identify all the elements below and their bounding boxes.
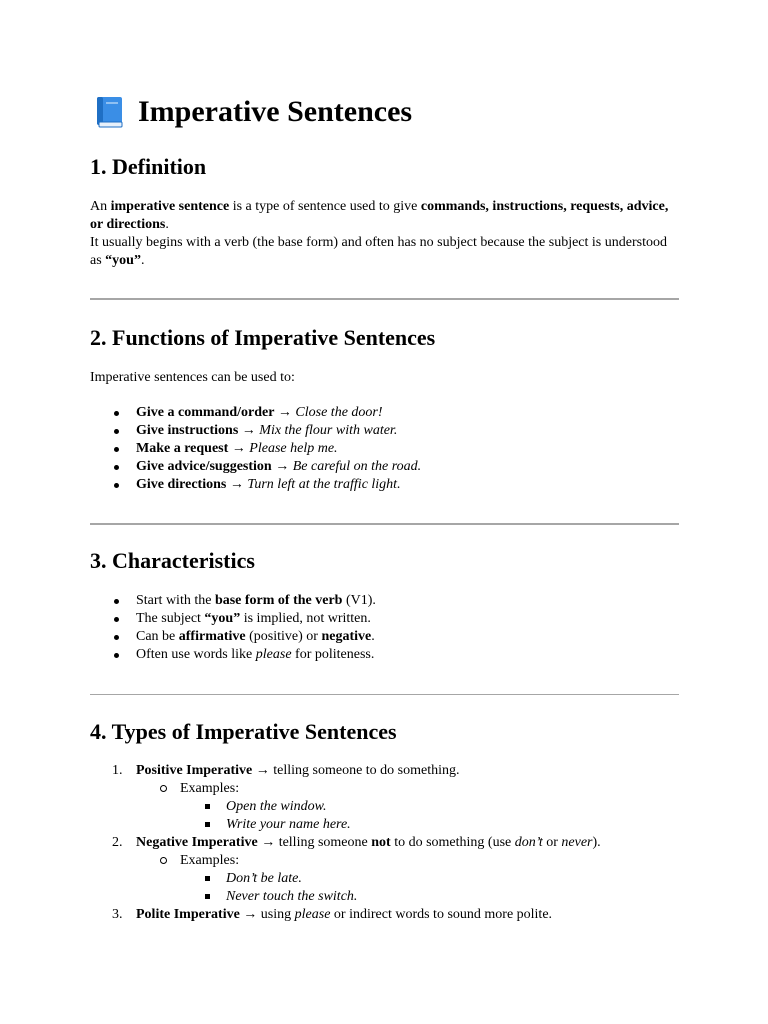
list-item: Give instructions → Mix the flour with water. bbox=[90, 422, 421, 440]
functions-list bbox=[90, 404, 421, 494]
section-heading-types: 4. Types of Imperative Sentences bbox=[90, 719, 397, 744]
bullet-icon bbox=[114, 465, 119, 470]
section-heading-definition: 1. Definition bbox=[90, 154, 207, 179]
page-title: Imperative Sentences bbox=[138, 95, 413, 128]
definition-paragraph-2: It usually begins with a verb (the base form) and often has no subject because the subject is understood as “you”. bbox=[90, 235, 667, 268]
blue-book-icon bbox=[94, 96, 124, 128]
section-divider bbox=[90, 298, 679, 300]
square-bullet-icon bbox=[205, 822, 210, 827]
title-row bbox=[94, 96, 412, 128]
section-divider bbox=[90, 523, 679, 525]
bullet-icon bbox=[114, 429, 119, 434]
list-item: The subject “you” is implied, not written. bbox=[90, 610, 376, 628]
list-item: Can be affirmative (positive) or negative. bbox=[90, 628, 376, 646]
list-item: Give directions → Turn left at the traffic light. bbox=[90, 476, 421, 494]
bullet-icon bbox=[114, 599, 119, 604]
bullet-icon bbox=[114, 483, 119, 488]
bullet-icon bbox=[114, 635, 119, 640]
list-item: Often use words like please for politeness. bbox=[90, 646, 376, 664]
square-bullet-icon bbox=[205, 876, 210, 881]
list-item: Give advice/suggestion → Be careful on the road. bbox=[90, 458, 421, 476]
list-item: Make a request → Please help me. bbox=[90, 440, 421, 458]
section-heading-characteristics: 3. Characteristics bbox=[90, 548, 255, 573]
list-item: Give a command/order → Close the door! bbox=[90, 404, 421, 422]
bullet-icon bbox=[114, 447, 119, 452]
characteristics-list bbox=[90, 592, 376, 664]
hollow-bullet-icon bbox=[160, 857, 167, 864]
functions-intro: Imperative sentences can be used to: bbox=[90, 370, 295, 385]
square-bullet-icon bbox=[205, 894, 210, 899]
bullet-icon bbox=[114, 617, 119, 622]
section-divider bbox=[90, 694, 679, 695]
bullet-icon bbox=[114, 411, 119, 416]
list-item: Start with the base form of the verb (V1). bbox=[90, 592, 376, 610]
bullet-icon bbox=[114, 653, 119, 658]
hollow-bullet-icon bbox=[160, 785, 167, 792]
square-bullet-icon bbox=[205, 804, 210, 809]
definition-paragraph-1: An imperative sentence is a type of sentence used to give commands, instructions, requests, advice, or directions. bbox=[90, 199, 669, 232]
section-heading-functions: 2. Functions of Imperative Sentences bbox=[90, 325, 436, 350]
